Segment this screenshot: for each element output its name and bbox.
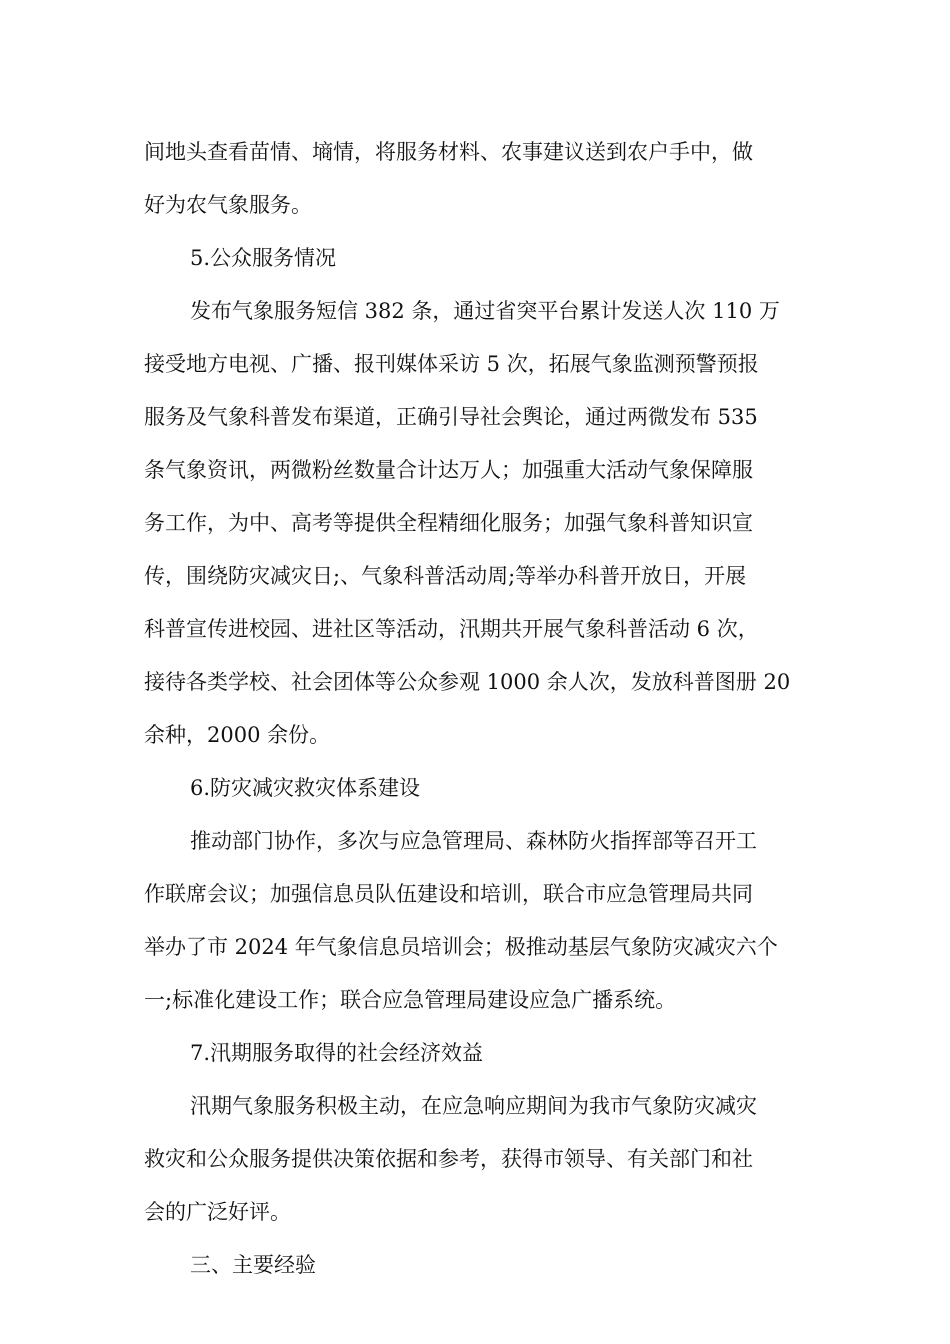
section-heading-main-experience <box>144 1239 812 1292</box>
text-line: 举办了市 2024 年气象信息员培训会；极推动基层气象防灾减灾六个 <box>144 935 778 959</box>
heading-text: 6.防灾减灾救灾体系建设 <box>190 776 421 800</box>
text-line: 余种，2000 余份。 <box>144 723 331 747</box>
text-line: 推动部门协作，多次与应急管理局、森林防火指挥部等召开工 <box>190 829 757 853</box>
heading-text: 7.汛期服务取得的社会经济效益 <box>190 1041 484 1065</box>
paragraph-continuation <box>144 126 812 232</box>
text-line: 服务及气象科普发布渠道，正确引导社会舆论，通过两微发布 535 <box>144 405 758 429</box>
section-heading-benefits <box>144 1027 812 1080</box>
text-line: 会的广泛好评。 <box>144 1200 291 1224</box>
text-line: 传，围绕防灾减灾日;、气象科普活动周;等举办科普开放日，开展 <box>144 564 747 588</box>
text-line: 作联席会议；加强信息员队伍建设和培训，联合市应急管理局共同 <box>144 882 753 906</box>
paragraph-disaster-prevention <box>144 815 812 1027</box>
paragraph-public-service <box>144 285 812 762</box>
section-heading-public-service <box>144 232 812 285</box>
heading-text: 5.公众服务情况 <box>190 246 337 270</box>
text-line: 接待各类学校、社会团体等公众参观 1000 余人次，发放科普图册 20 <box>144 670 791 694</box>
heading-text: 三、主要经验 <box>190 1253 316 1277</box>
text-line: 接受地方电视、广播、报刊媒体采访 5 次，拓展气象监测预警预报 <box>144 352 759 376</box>
text-line: 一;标准化建设工作；联合应急管理局建设应急广播系统。 <box>144 988 677 1012</box>
document-body <box>144 126 812 1292</box>
section-heading-disaster-prevention <box>144 762 812 815</box>
paragraph-benefits <box>144 1080 812 1239</box>
text-line: 好为农气象服务。 <box>144 193 312 217</box>
text-line: 条气象资讯，两微粉丝数量合计达万人；加强重大活动气象保障服 <box>144 458 753 482</box>
text-line: 汛期气象服务积极主动，在应急响应期间为我市气象防灾减灾 <box>190 1094 757 1118</box>
text-line: 发布气象服务短信 382 条，通过省突平台累计发送人次 110 万 <box>190 299 780 323</box>
text-line: 间地头查看苗情、墒情，将服务材料、农事建议送到农户手中，做 <box>144 140 753 164</box>
text-line: 务工作，为中、高考等提供全程精细化服务；加强气象科普知识宣 <box>144 511 753 535</box>
text-line: 救灾和公众服务提供决策依据和参考，获得市领导、有关部门和社 <box>144 1147 753 1171</box>
text-line: 科普宣传进校园、进社区等活动，汛期共开展气象科普活动 6 次， <box>144 617 759 641</box>
